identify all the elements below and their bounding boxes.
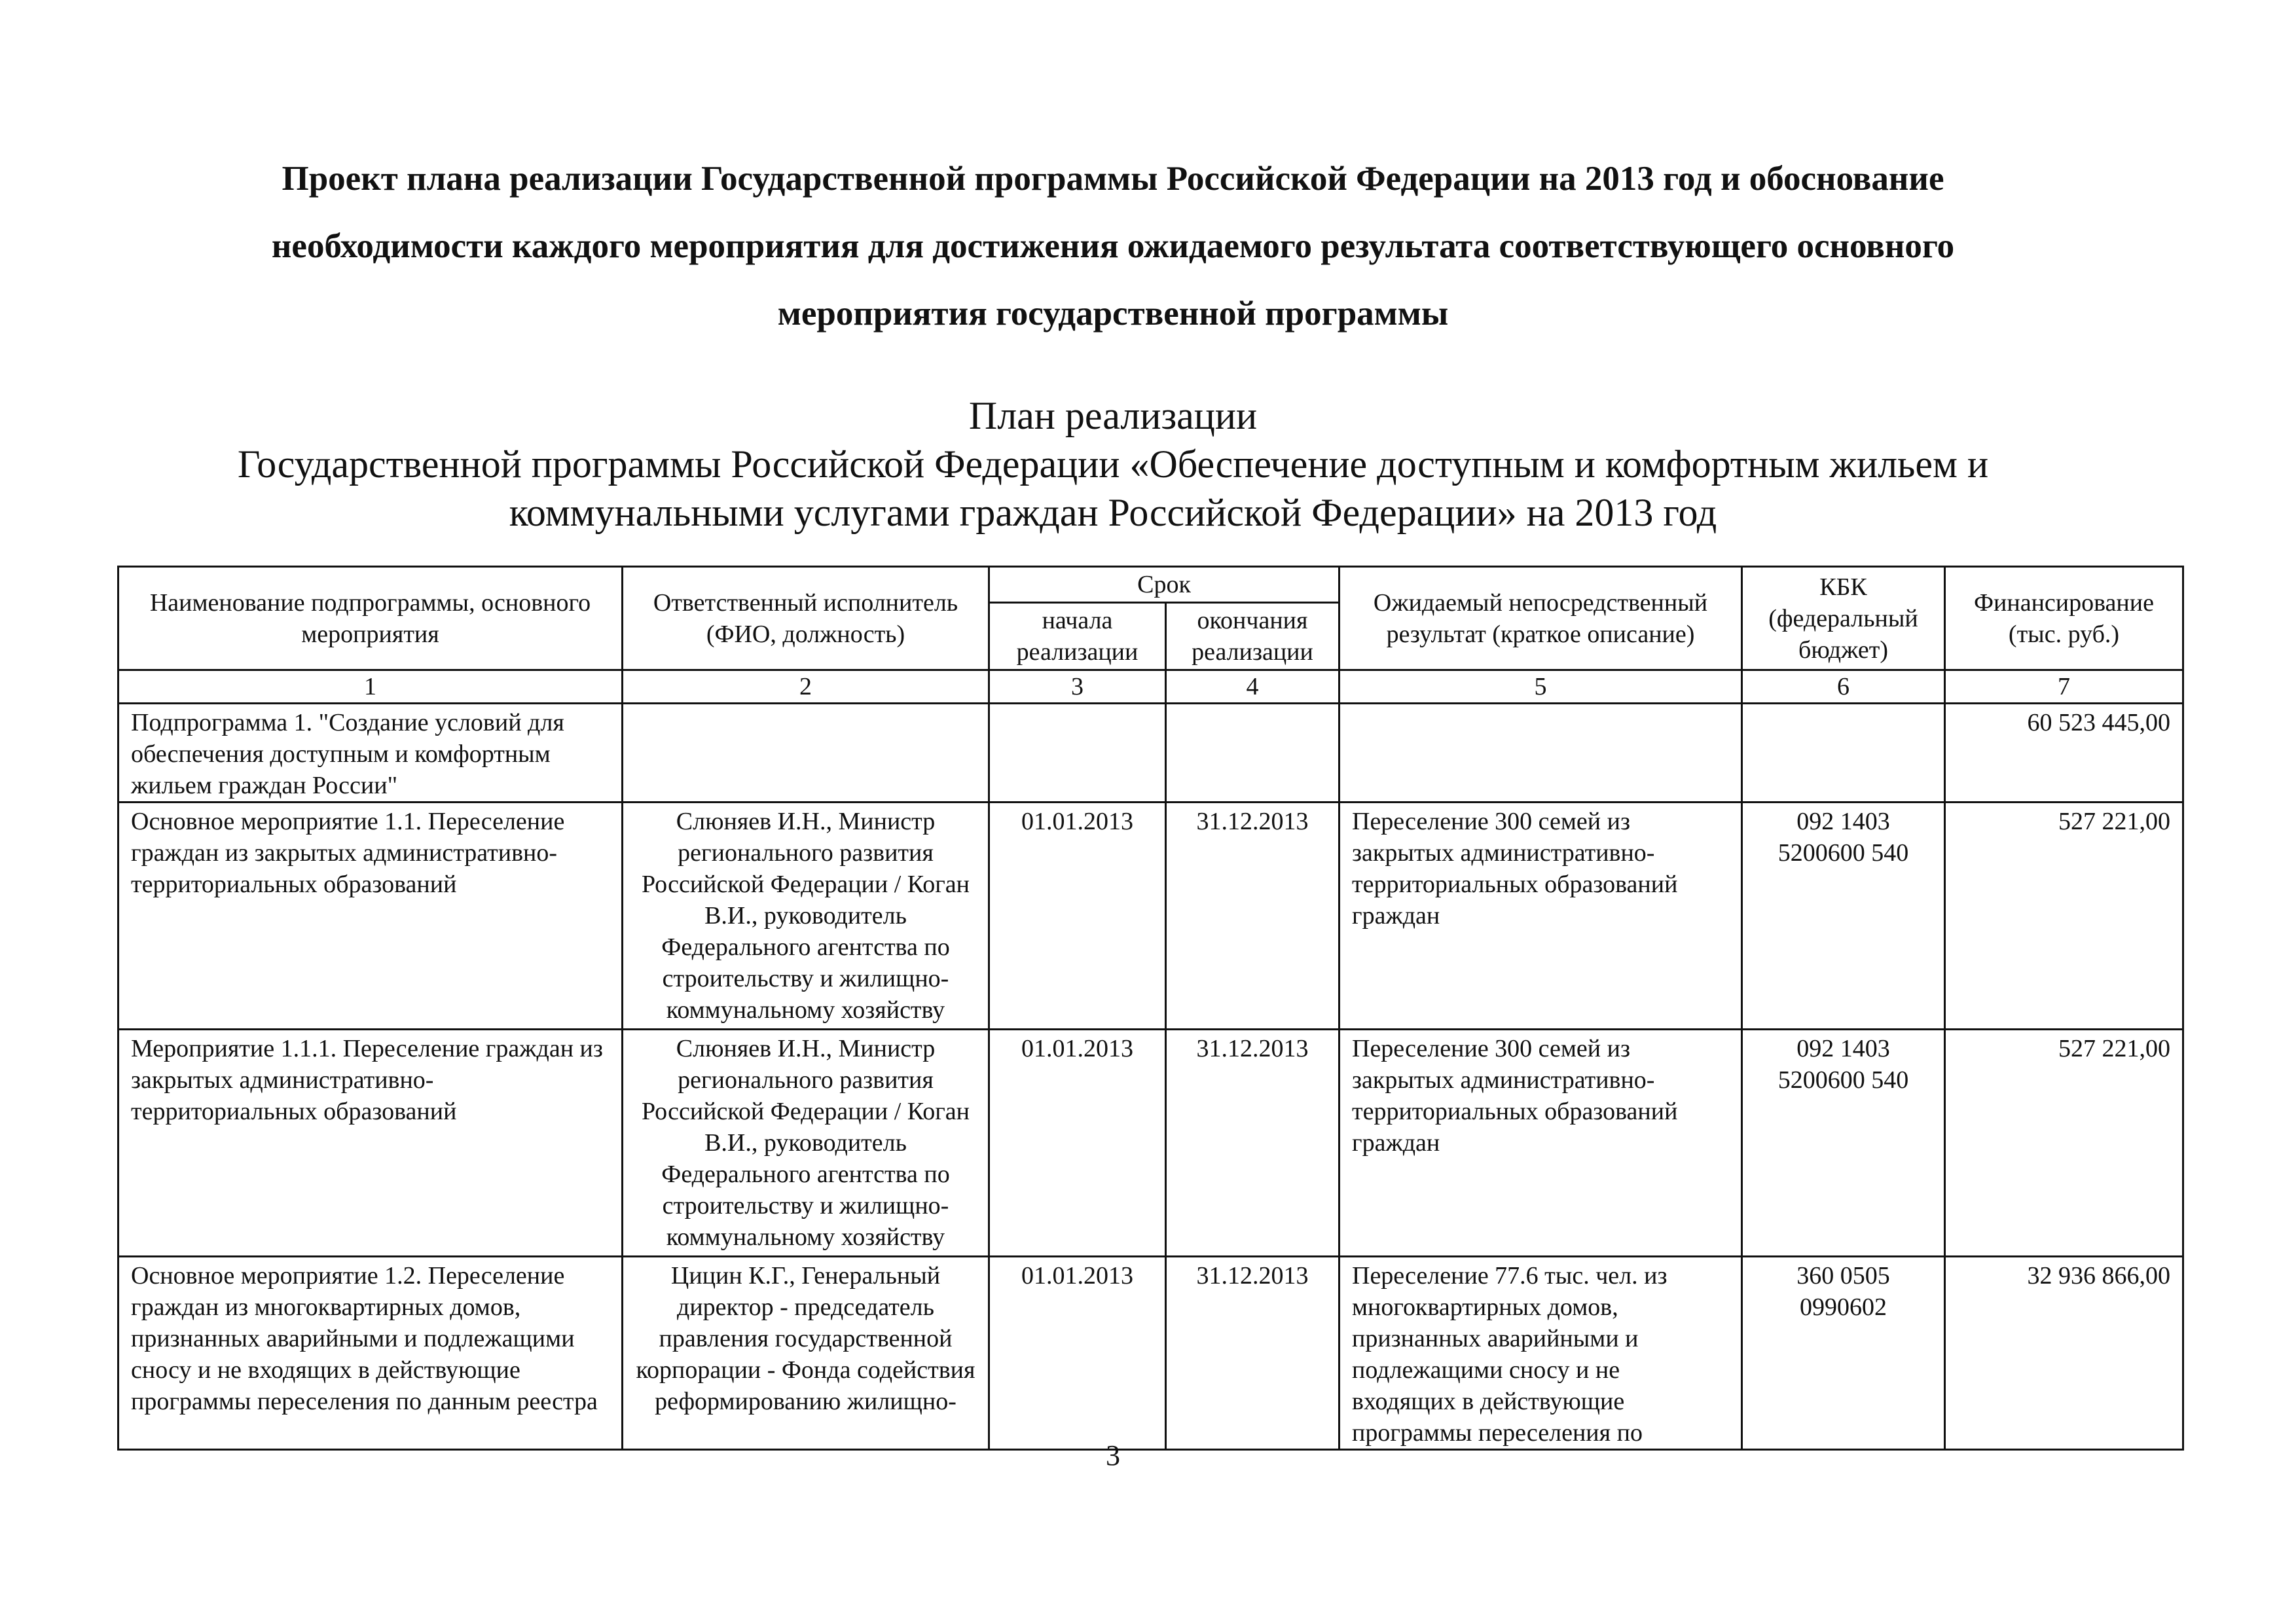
header-term: Срок <box>989 567 1339 603</box>
plan-title-line-1: План реализации <box>968 394 1258 437</box>
column-number: 5 <box>1339 670 1742 704</box>
cell-kbk: 092 1403 5200600 540 <box>1742 803 1945 1030</box>
column-number: 4 <box>1166 670 1339 704</box>
cell-name: Основное мероприятие 1.2. Переселение граждан из многоквартирных домов, признанных аварийными и подлежащими сносу и не входящих в действующие программы переселения по данным реестра <box>118 1257 623 1450</box>
cell-end: 31.12.2013 <box>1166 803 1339 1030</box>
cell-start: 01.01.2013 <box>989 1030 1166 1257</box>
table-row <box>118 704 2183 803</box>
column-number: 3 <box>989 670 1166 704</box>
header-financing: Финансирование (тыс. руб.) <box>1945 567 2183 670</box>
header-result: Ожидаемый непосредственный результат (краткое описание) <box>1339 567 1742 670</box>
cell-executor <box>623 704 989 803</box>
header-kbk: КБК (федеральный бюджет) <box>1742 567 1945 670</box>
cell-executor: Слюняев И.Н., Министр регионального развития Российской Федерации / Коган В.И., руководитель Федерального агентства по строительству и жилищно-коммунальному хозяйству <box>623 803 989 1030</box>
cell-executor: Цицин К.Г., Генеральный директор - председатель правления государственной корпорации - Фонда содействия реформированию жилищно- <box>623 1257 989 1450</box>
cell-financing: 60 523 445,00 <box>1945 704 2183 803</box>
cell-end: 31.12.2013 <box>1166 1030 1339 1257</box>
plan-title-line-2: Государственной программы Российской Федерации «Обеспечение доступным и комфортным жильем и <box>237 442 1989 486</box>
plan-title-line-3: коммунальными услугами граждан Российской Федерации» на 2013 год <box>509 491 1717 534</box>
column-number: 2 <box>623 670 989 704</box>
heading-line-2: необходимости каждого мероприятия для достижения ожидаемого результата соответствующего основного <box>271 227 1955 265</box>
table-row <box>118 1030 2183 1257</box>
header-row-1 <box>118 567 2183 603</box>
cell-end: 31.12.2013 <box>1166 1257 1339 1450</box>
header-executor: Ответственный исполнитель (ФИО, должность) <box>623 567 989 670</box>
cell-start <box>989 704 1166 803</box>
heading-line-1: Проект плана реализации Государственной программы Российской Федерации на 2013 год и обоснование <box>282 160 1944 198</box>
cell-kbk: 360 0505 0990602 <box>1742 1257 1945 1450</box>
table-row <box>118 803 2183 1030</box>
column-number: 6 <box>1742 670 1945 704</box>
header-name: Наименование подпрограммы, основного мероприятия <box>118 567 623 670</box>
document-heading <box>118 145 2108 348</box>
header-end: окончания реализации <box>1166 603 1339 670</box>
heading-line-3: мероприятия государственной программы <box>777 295 1449 333</box>
cell-result: Переселение 300 семей из закрытых административно-территориальных образований граждан <box>1339 1030 1742 1257</box>
cell-end <box>1166 704 1339 803</box>
page-number: 3 <box>1106 1439 1120 1471</box>
cell-executor: Слюняев И.Н., Министр регионального развития Российской Федерации / Коган В.И., руководитель Федерального агентства по строительству и жилищно-коммунальному хозяйству <box>623 1030 989 1257</box>
cell-kbk <box>1742 704 1945 803</box>
column-number: 1 <box>118 670 623 704</box>
cell-result: Переселение 77.6 тыс. чел. из многоквартирных домов, признанных аварийными и подлежащими сносу и не входящих в действующие программы переселения по <box>1339 1257 1742 1450</box>
column-number-row <box>118 670 2183 704</box>
cell-financing: 527 221,00 <box>1945 1030 2183 1257</box>
cell-financing: 527 221,00 <box>1945 803 2183 1030</box>
cell-result: Переселение 300 семей из закрытых административно-территориальных образований граждан <box>1339 803 1742 1030</box>
column-number: 7 <box>1945 670 2183 704</box>
header-start: начала реализации <box>989 603 1166 670</box>
cell-start: 01.01.2013 <box>989 1257 1166 1450</box>
plan-title <box>118 391 2108 537</box>
cell-start: 01.01.2013 <box>989 803 1166 1030</box>
cell-name: Подпрограмма 1. "Создание условий для обеспечения доступным и комфортным жильем граждан России" <box>118 704 623 803</box>
cell-result <box>1339 704 1742 803</box>
cell-kbk: 092 1403 5200600 540 <box>1742 1030 1945 1257</box>
implementation-plan-table <box>117 566 2184 1451</box>
cell-name: Мероприятие 1.1.1. Переселение граждан из закрытых административно-территориальных образований <box>118 1030 623 1257</box>
cell-financing: 32 936 866,00 <box>1945 1257 2183 1450</box>
table-row <box>118 1257 2183 1450</box>
cell-name: Основное мероприятие 1.1. Переселение граждан из закрытых административно-территориальных образований <box>118 803 623 1030</box>
